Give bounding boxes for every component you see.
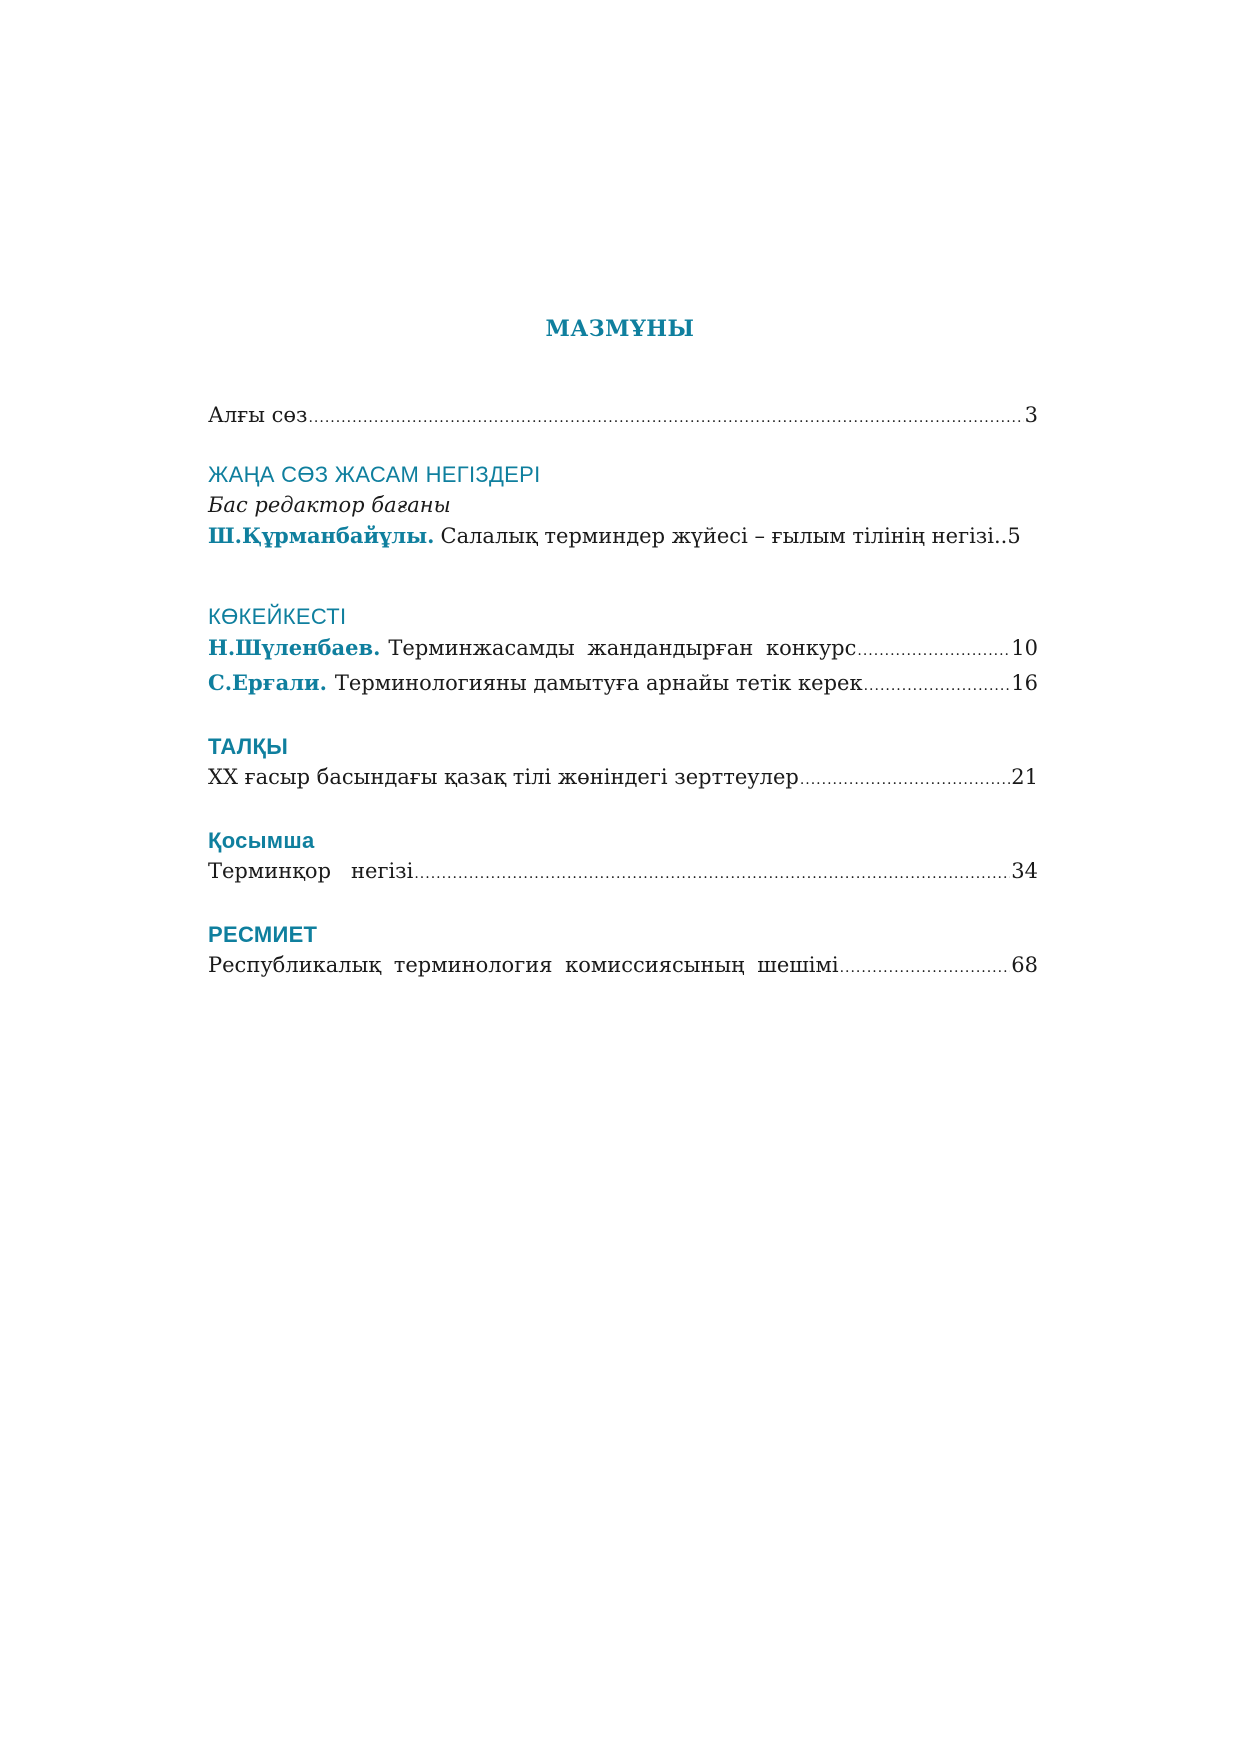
toc-entry[interactable] xyxy=(208,520,1038,552)
toc-page-number: 3 xyxy=(1024,403,1038,427)
toc-entry[interactable] xyxy=(208,856,1038,890)
toc-entry-text: Алғы сөз xyxy=(208,403,308,427)
table-of-contents xyxy=(208,400,1038,984)
toc-page-number: 21 xyxy=(1011,765,1038,789)
toc-entry-intro[interactable] xyxy=(208,400,1038,434)
toc-page-number: 68 xyxy=(1011,953,1038,977)
dot-leader xyxy=(840,953,1011,984)
dot-leader xyxy=(857,636,1010,667)
toc-page-number: 34 xyxy=(1011,859,1038,883)
section-heading: Қосымша xyxy=(208,828,315,853)
section-subheading: Бас редактор бағаны xyxy=(208,493,451,517)
toc-page-number: 16 xyxy=(1011,671,1038,695)
section-heading: ТАЛҚЫ xyxy=(208,734,289,759)
toc-entry-text: Республикалық терминология комиссиясының шешімі xyxy=(208,953,839,977)
section-heading: КӨКЕЙКЕСТІ xyxy=(208,604,347,629)
toc-page-number: 10 xyxy=(1011,636,1038,660)
toc-entry-text: Терминжасамды жандандырған конкурс xyxy=(388,636,857,660)
section-heading: ЖАҢА СӨЗ ЖАСАМ НЕГІЗДЕРІ xyxy=(208,462,541,487)
toc-page-number: 5 xyxy=(1007,524,1021,548)
toc-entry[interactable] xyxy=(208,632,1038,667)
toc-entry-text: Терминологияны дамытуға арнайы тетік керек xyxy=(334,671,863,695)
toc-entry-text: ХХ ғасыр басындағы қазақ тілі жөніндегі зерттеулер xyxy=(208,765,799,789)
dot-leader xyxy=(414,859,1010,890)
toc-entry-text: Салалық терминдер жүйесі – ғылым тілінің негізі. xyxy=(440,524,1001,548)
toc-entry-author: Ш.Құрманбайұлы. xyxy=(208,523,435,548)
toc-entry[interactable] xyxy=(208,667,1038,702)
dot-leader xyxy=(864,671,1011,702)
toc-entry-text: Терминқор негізі xyxy=(208,859,414,883)
toc-entry-author: С.Ерғали. xyxy=(208,670,327,695)
dot-leader xyxy=(308,403,1023,434)
toc-entry[interactable] xyxy=(208,762,1038,796)
dot-leader xyxy=(800,765,1010,796)
toc-entry-author: Н.Шүленбаев. xyxy=(208,635,381,660)
section-heading: РЕСМИЕТ xyxy=(208,922,318,947)
dot-leader: . xyxy=(1000,524,1008,548)
page-title: МАЗМҰНЫ xyxy=(545,316,695,342)
toc-entry[interactable] xyxy=(208,950,1038,984)
